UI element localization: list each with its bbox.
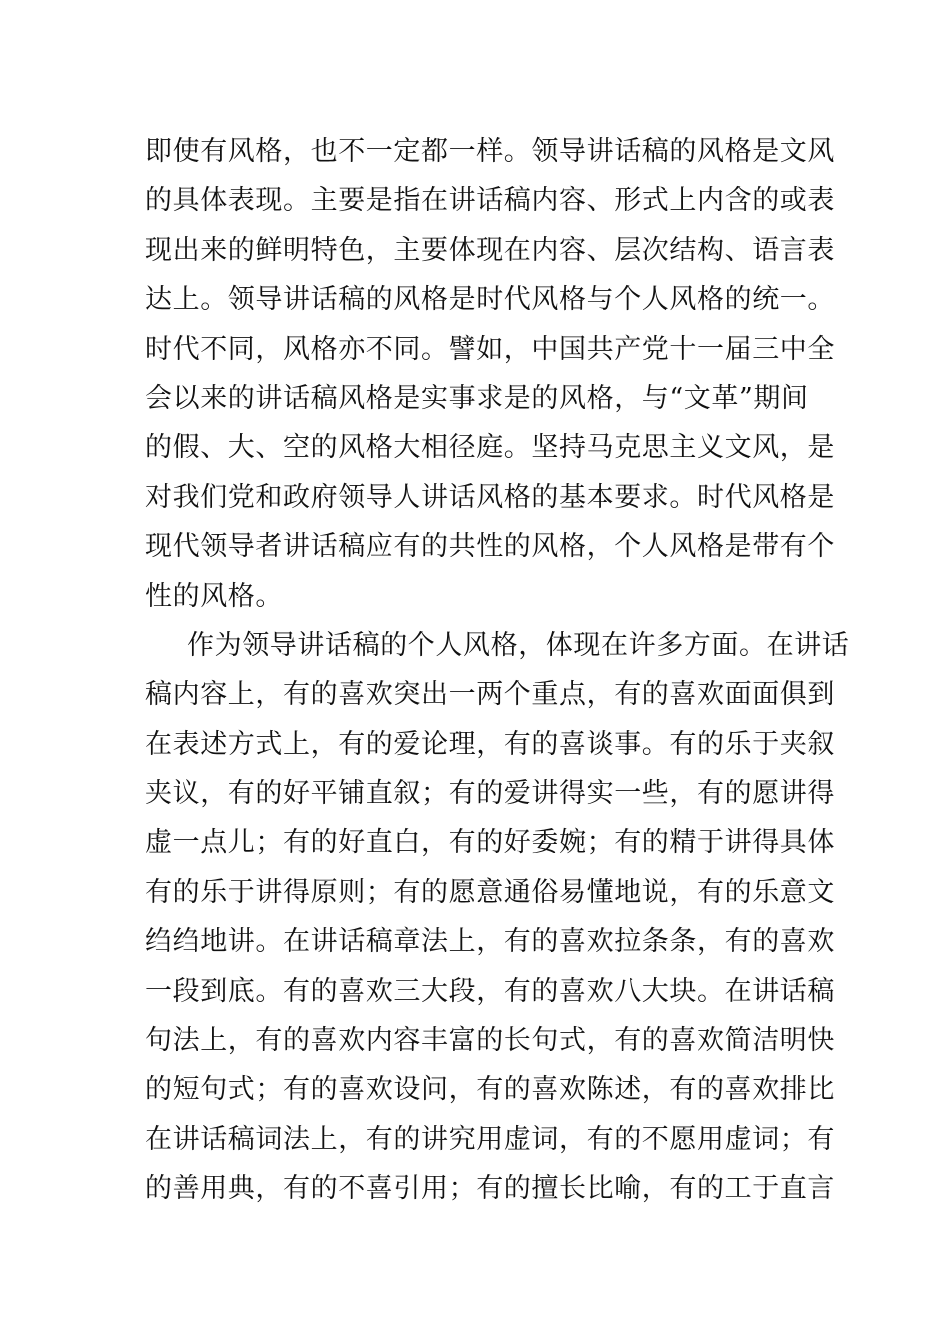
text-line: 性的风格。 xyxy=(145,580,283,612)
text-line: 达上。领导讲话稿的风格是时代风格与个人风格的统一。 xyxy=(145,284,835,316)
text-line: 的具体表现。主要是指在讲话稿内容、形式上内含的或表 xyxy=(145,185,835,217)
text-line: 会以来的讲话稿风格是实事求是的风格，与“文革”期间 xyxy=(145,382,809,414)
paragraph-start-line: 作为领导讲话稿的个人风格，体现在许多方面。在讲话 xyxy=(187,629,850,661)
text-line: 的假、大、空的风格大相径庭。坚持马克思主义文风，是 xyxy=(145,432,835,464)
text-line: 在讲话稿词法上，有的讲究用虚词，有的不愿用虚词；有 xyxy=(145,1123,835,1155)
text-line: 绉绉地讲。在讲话稿章法上，有的喜欢拉条条，有的喜欢 xyxy=(145,926,835,958)
text-line: 稿内容上，有的喜欢突出一两个重点，有的喜欢面面俱到 xyxy=(145,679,835,711)
text-line: 现代领导者讲话稿应有的共性的风格，个人风格是带有个 xyxy=(145,531,835,563)
text-line: 一段到底。有的喜欢三大段，有的喜欢八大块。在讲话稿 xyxy=(145,975,835,1007)
text-line: 对我们党和政府领导人讲话风格的基本要求。时代风格是 xyxy=(145,481,835,513)
text-line: 即使有风格，也不一定都一样。领导讲话稿的风格是文风 xyxy=(145,136,835,167)
text-line: 现出来的鲜明特色，主要体现在内容、层次结构、语言表 xyxy=(145,234,835,266)
body-text xyxy=(145,127,850,1214)
text-line: 时代不同，风格亦不同。譬如，中国共产党十一届三中全 xyxy=(145,333,835,365)
text-line: 虚一点儿；有的好直白，有的好委婉；有的精于讲得具体 xyxy=(145,827,835,859)
text-line: 的善用典，有的不喜引用；有的擅长比喻，有的工于直言 xyxy=(145,1173,835,1205)
text-line: 在表述方式上，有的爱论理，有的喜谈事。有的乐于夹叙 xyxy=(145,728,835,760)
text-line: 有的乐于讲得原则；有的愿意通俗易懂地说，有的乐意文 xyxy=(145,876,835,908)
text-line: 的短句式；有的喜欢设问，有的喜欢陈述，有的喜欢排比 xyxy=(145,1074,835,1106)
text-line: 夹议，有的好平铺直叙；有的爱讲得实一些，有的愿讲得 xyxy=(145,778,835,810)
text-line: 句法上，有的喜欢内容丰富的长句式，有的喜欢简洁明快 xyxy=(145,1025,835,1057)
